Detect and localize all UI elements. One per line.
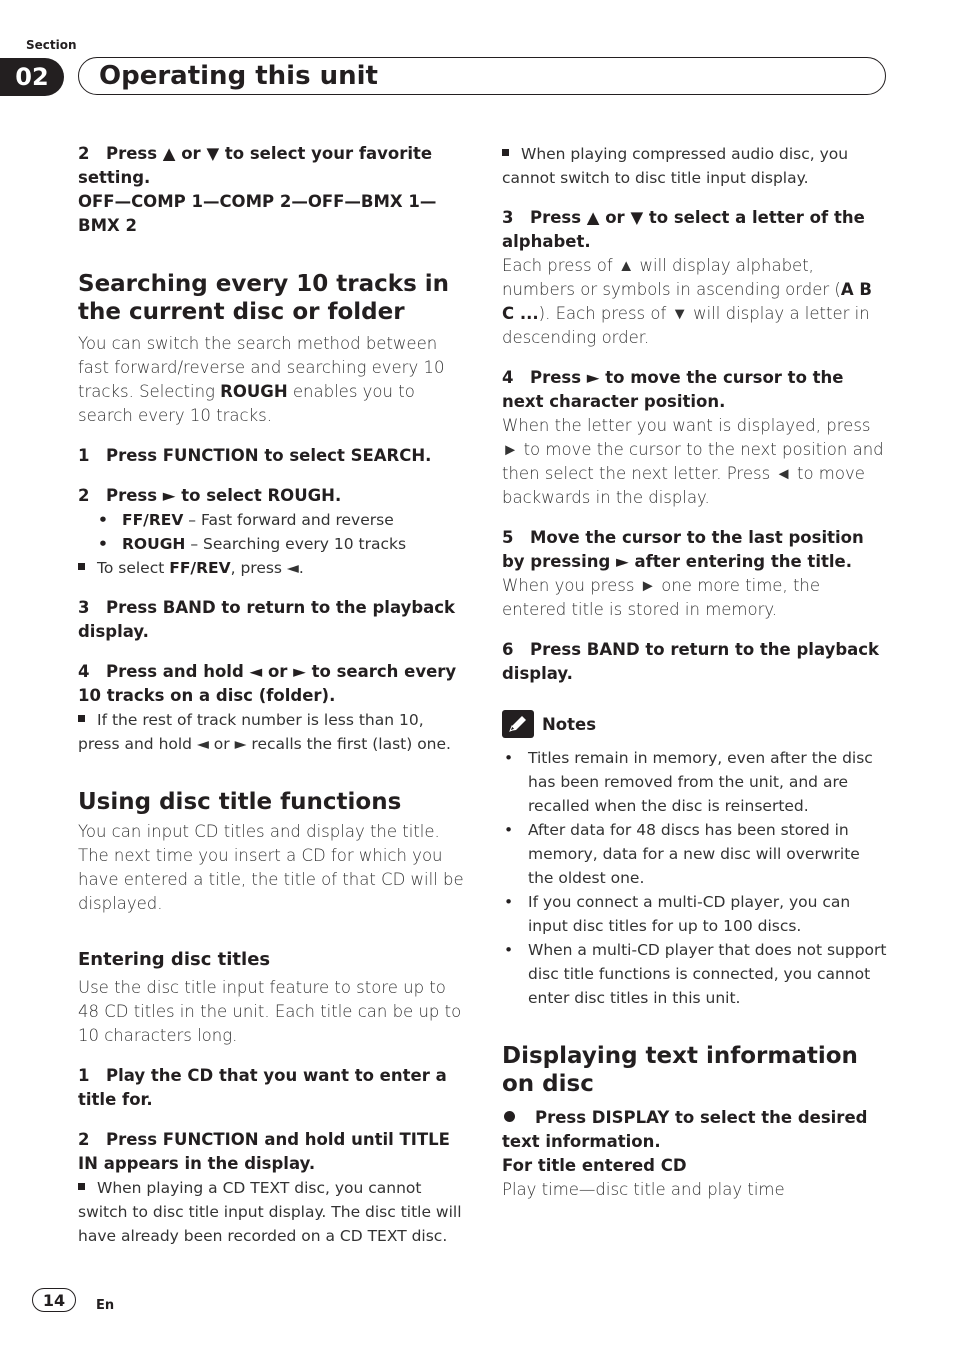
entering-step-3-body: Each press of ▲ will display alphabet, numbers or symbols in ascending order (A B C ...). Each press of ▼ will display a letter in descending order. <box>502 256 872 347</box>
entering-step-6: 6 Press BAND to return to the playback display. <box>502 640 880 683</box>
entering-titles-heading: Entering disc titles <box>78 949 271 970</box>
setting-options: OFF—COMP 1—COMP 2—OFF—BMX 1—BMX 2 <box>78 192 437 235</box>
notes-header <box>502 710 888 738</box>
list-item: • FF/REV – Fast forward and reverse <box>78 508 464 532</box>
list-item: • If you connect a multi-CD player, you can input disc titles for up to 100 discs. <box>502 890 888 938</box>
entering-step-2: 2 Press FUNCTION and hold until TITLE IN appears in the display. <box>78 1130 450 1173</box>
square-bullet-icon <box>502 149 509 156</box>
entering-step-3: 3 Press ▲ or ▼ to select a letter of the alphabet. <box>502 208 865 251</box>
search-options-list <box>78 508 464 556</box>
compressed-audio-note: When playing compressed audio disc, you cannot switch to disc title input display. <box>502 145 849 187</box>
title-functions-intro: You can input CD titles and display the title. The next time you insert a CD for which you have entered a title, the title of that CD will be displayed. <box>78 822 464 913</box>
display-body: Play time—disc title and play time <box>502 1180 785 1199</box>
title-functions-heading: Using disc title functions <box>78 789 402 815</box>
right-column <box>502 142 888 1202</box>
search-step-3: 3 Press BAND to return to the playback display. <box>78 598 456 641</box>
list-item: • Titles remain in memory, even after the disc has been removed from the unit, and are recalled when the disc is reinserted. <box>502 746 888 818</box>
display-subheading: For title entered CD <box>502 1156 687 1175</box>
list-item: • After data for 48 discs has been stored in memory, data for a new disc will overwrite the oldest one. <box>502 818 888 890</box>
page-number: 14 <box>32 1288 76 1312</box>
square-bullet-icon <box>78 1183 85 1190</box>
language-label: En <box>96 1298 115 1313</box>
notes-label: Notes <box>542 714 597 734</box>
search-intro: You can switch the search method between fast forward/reverse and searching every 10 tracks. Selecting ROUGH enables you to search every 10 tracks. <box>78 334 445 425</box>
entering-step-4-body: When the letter you want is displayed, press ► to move the cursor to the next position and then select the next letter. Press ◄ to move backwards in the display. <box>502 416 884 507</box>
search-step-4-note: If the rest of track number is less than 10, press and hold ◄ or ► recalls the first (last) one. <box>78 711 451 753</box>
pencil-icon <box>502 710 534 738</box>
entering-step-5: 5 Move the cursor to the last position by pressing ► after entering the title. <box>502 528 864 571</box>
notes-list <box>502 746 888 1010</box>
search-step-4: 4 Press and hold ◄ or ► to search every 10 tracks on a disc (folder). <box>78 662 457 705</box>
section-number-badge: 02 <box>0 58 64 96</box>
entering-titles-intro: Use the disc title input feature to store up to 48 CD titles in the unit. Each title can be up to 10 characters long. <box>78 978 462 1045</box>
filled-circle-icon <box>504 1111 515 1122</box>
step-2-select-setting: 2 Press ▲ or ▼ to select your favorite setting. <box>78 144 433 187</box>
list-item: • ROUGH – Searching every 10 tracks <box>78 532 464 556</box>
entering-step-1: 1 Play the CD that you want to enter a title for. <box>78 1066 447 1109</box>
list-item: • When a multi-CD player that does not support disc title functions is connected, you cannot enter disc titles in this unit. <box>502 938 888 1010</box>
left-column <box>78 142 464 1248</box>
entering-step-4: 4 Press ► to move the cursor to the next character position. <box>502 368 844 411</box>
page-title: Operating this unit <box>78 57 886 95</box>
square-bullet-icon <box>78 563 85 570</box>
display-text-heading: Displaying text information on disc <box>502 1043 858 1097</box>
section-label: Section <box>26 38 77 52</box>
display-step: Press DISPLAY to select the desired text information. <box>502 1108 868 1151</box>
entering-step-5-body: When you press ► one more time, the entered title is stored in memory. <box>502 576 821 619</box>
search-step-2: 2 Press ► to select ROUGH. <box>78 486 342 505</box>
search-heading: Searching every 10 tracks in the current disc or folder <box>78 271 450 325</box>
search-note: To select FF/REV, press ◄. <box>78 556 464 580</box>
square-bullet-icon <box>78 715 85 722</box>
search-step-1: 1 Press FUNCTION to select SEARCH. <box>78 446 432 465</box>
entering-step-2-note: When playing a CD TEXT disc, you cannot switch to disc title input display. The disc title will have already been recorded on a CD TEXT disc. <box>78 1179 462 1245</box>
